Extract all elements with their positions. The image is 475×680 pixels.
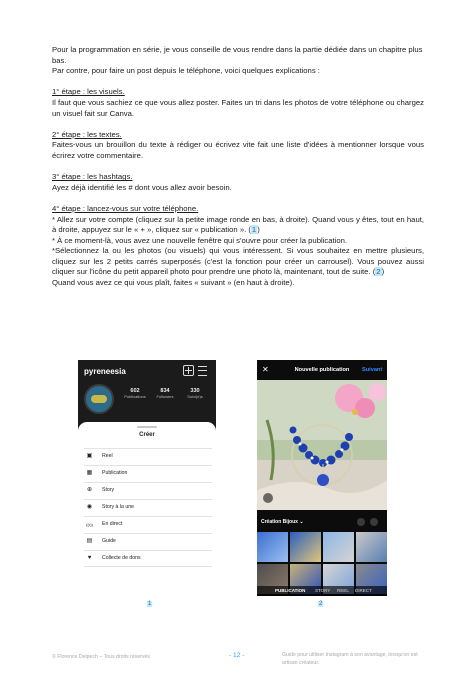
mode-tabs	[257, 586, 387, 596]
tab-publication[interactable]: PUBLICATION	[275, 588, 306, 593]
profile-header	[78, 360, 216, 422]
tab-story[interactable]: STORY	[315, 588, 331, 593]
new-publication-title: Nouvelle publication	[294, 367, 350, 373]
close-icon[interactable]: ✕	[262, 365, 269, 374]
menu-item-live-label: En direct	[102, 521, 123, 527]
photo-thumb[interactable]	[323, 532, 354, 562]
menu-item-highlight[interactable]	[84, 499, 212, 515]
avatar[interactable]	[84, 384, 114, 414]
screenshot-new-publication	[257, 360, 387, 596]
stat-following-value: 330	[190, 388, 200, 394]
step3-body: Ayez déjà identifié les # dont vous allez avoir besoin.	[52, 182, 232, 192]
screenshot-create-menu	[78, 360, 216, 596]
stat-posts-value: 602	[130, 388, 140, 394]
menu-item-guide-label: Guide	[102, 538, 116, 544]
grid-icon: ▦	[86, 470, 93, 476]
story-icon: ⊕	[86, 487, 93, 493]
figure-ref-1[interactable]: 1	[251, 225, 257, 235]
guide-icon: ▤	[86, 538, 93, 544]
next-button[interactable]: Suivant	[362, 367, 383, 373]
step4-bullet-1-text: * Allez sur votre compte (cliquez sur la petite image ronde en bas, à droite). Quand vous y êtes, tout en haut, à droite, appuyez sur le « + », cliquez sur « publication ». (	[52, 214, 424, 235]
step4-bullet-1	[52, 215, 424, 236]
step4-bullet-3-end: )	[381, 267, 385, 277]
highlight-icon: ◉	[86, 504, 93, 510]
photo-thumb[interactable]	[257, 532, 288, 562]
step4-closing: Quand vous avez ce qui vous plaît, faites « suivant » (en haut à droite).	[52, 278, 295, 288]
menu-item-story[interactable]	[84, 482, 212, 498]
tab-direct[interactable]: DIRECT	[355, 588, 372, 593]
menu-item-guide[interactable]	[84, 533, 212, 549]
profile-handle: pyreneesia	[84, 367, 126, 376]
menu-item-story-label: Story	[102, 487, 115, 493]
selected-photo	[257, 380, 387, 510]
menu-item-publication[interactable]	[84, 465, 212, 481]
step4-heading: 4° étape : lancez-vous sur votre téléphone.	[52, 203, 199, 213]
step4-bullet-3-text: *Sélectionnez la ou les photos (ou visuels) qui vous intéressent. Si vous souhaitez en mettre plusieurs, cliquez sur les 2 petits carrés superposés (c'est la fonction pour créer un carrousel). Vous pouvez aussi cliquer sur l'icône du petit appareil photo pour prendre une photo là, maintenant, tout de suite. (	[52, 246, 424, 277]
step3-heading: 3° étape : les hashtags.	[52, 172, 133, 182]
figure-ref-2[interactable]: 2	[376, 267, 381, 277]
step2-body: Faites-vous un brouillon du texte à rédiger ou écrivez vite fait une liste d'idées à mentionner lorsque vous écrirez votre commentaire.	[52, 140, 424, 160]
stat-following-label: Suivi(e)s	[187, 394, 203, 399]
step1-heading: 1° étape : les visuels.	[52, 87, 125, 97]
jewelry-photo-image	[257, 380, 387, 510]
menu-item-fundraiser[interactable]	[84, 550, 212, 567]
live-icon: ((•))	[86, 522, 93, 527]
stat-posts-label: Publications	[124, 394, 146, 399]
figure-caption-2: 2	[319, 601, 323, 607]
stat-followers-label: Followers	[156, 394, 174, 399]
tab-reel[interactable]: REEL	[337, 588, 350, 593]
stat-followers	[150, 388, 180, 399]
hamburger-menu-icon[interactable]	[198, 366, 207, 376]
reel-icon: ▣	[86, 453, 93, 459]
camera-icon[interactable]	[370, 518, 378, 526]
body-text	[52, 45, 424, 289]
stat-following	[180, 388, 210, 399]
menu-item-reel-label: Reel	[102, 453, 113, 459]
intro-line-1: Pour la programmation en série, je vous conseille de vous rendre dans la partie dédiée dans un chapitre plus bas.	[52, 45, 423, 65]
create-sheet-title: Créer	[139, 432, 155, 438]
create-sheet	[78, 422, 216, 596]
menu-item-live[interactable]	[84, 516, 212, 532]
footer-copyright: © Florence Delpech – Tous droits réservés	[52, 654, 151, 660]
album-selector[interactable]: Création Bijoux ⌄	[261, 519, 304, 525]
step4-bullet-1-end: )	[257, 225, 260, 235]
multi-select-icon[interactable]	[357, 518, 365, 526]
step2-heading: 2° étape : les textes.	[52, 129, 122, 139]
stat-posts	[120, 388, 150, 399]
photo-thumb[interactable]	[356, 532, 387, 562]
figure-caption-1: 1	[148, 601, 152, 607]
step1-body: Il faut que vous sachiez ce que vous allez poster. Faites un tri dans les photos de votre téléphone ou chargez un visuel fait sur Canva.	[52, 97, 424, 118]
step4-bullet-2: * À ce moment-là, vous avez une nouvelle fenêtre qui s'ouvre pour créer la publication.	[52, 235, 348, 245]
menu-item-fundraiser-label: Collecte de dons	[102, 555, 141, 561]
intro-line-2: Par contre, pour faire un post depuis le téléphone, voici quelques explications :	[52, 66, 320, 76]
fundraiser-icon: ♥	[87, 555, 92, 561]
stat-followers-value: 834	[160, 388, 170, 394]
footer-guide-title: Guide pour utiliser Instagram à son avantage, lorsqu'on est artisan créateur.	[282, 652, 418, 666]
sheet-grabber[interactable]	[137, 426, 157, 428]
footer-page-number: - 12 -	[229, 652, 245, 659]
menu-item-publication-label: Publication	[102, 470, 128, 476]
photo-thumb[interactable]	[290, 532, 321, 562]
menu-item-reel[interactable]	[84, 448, 212, 464]
step4-bullet-3	[52, 246, 424, 278]
plus-icon[interactable]	[183, 365, 194, 376]
menu-item-highlight-label: Story à la une	[102, 504, 135, 510]
